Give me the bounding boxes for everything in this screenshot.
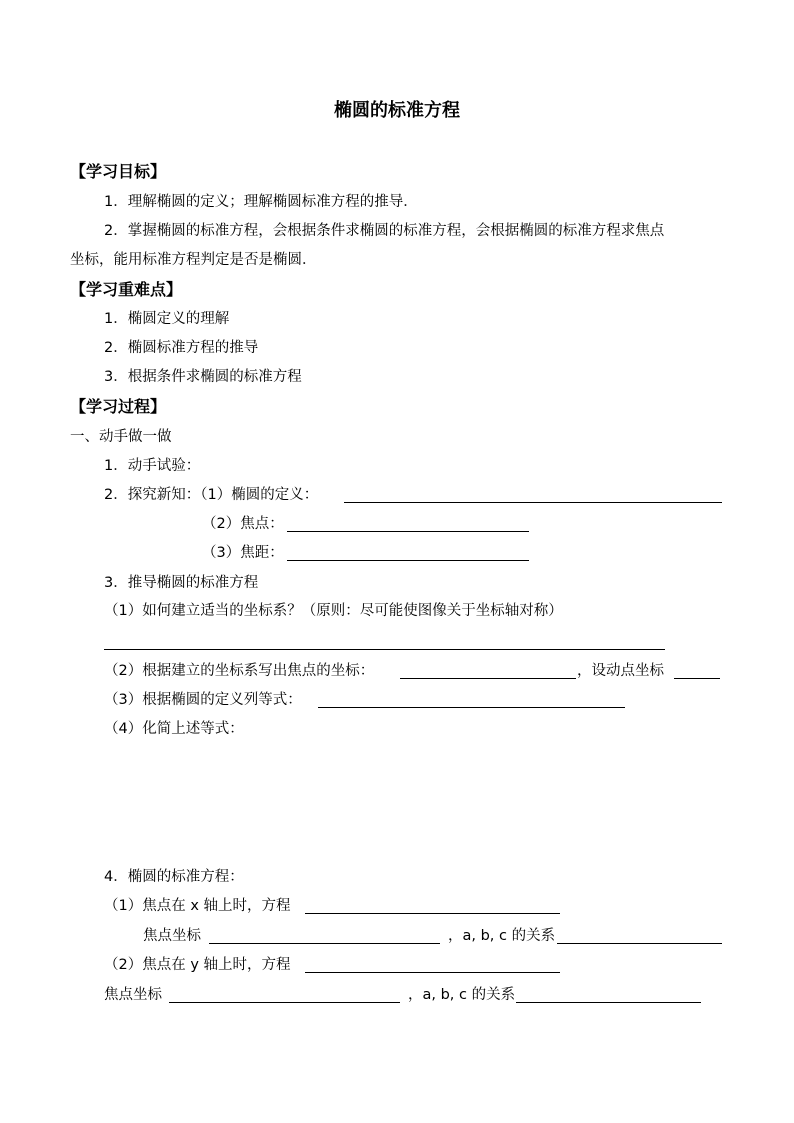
focus-blank-line[interactable]	[287, 531, 529, 532]
objective-item-2-line2: 坐标，能用标准方程判定是否是椭圆．	[70, 252, 317, 268]
step-4-y-axis-equation-label: （2）焦点在 y 轴上时，方程	[104, 957, 291, 973]
step-3-question-1: （1）如何建立适当的坐标系？（原则：尽可能使图像关于坐标轴对称）	[104, 603, 563, 619]
focus-coordinates-blank-line[interactable]	[400, 678, 576, 679]
focal-distance-blank-line[interactable]	[287, 560, 529, 561]
moving-point-blank-line[interactable]	[674, 678, 720, 679]
y-axis-relation-blank-line[interactable]	[516, 1002, 701, 1003]
x-axis-focus-blank-line[interactable]	[209, 943, 440, 944]
equation-blank-line[interactable]	[318, 707, 625, 708]
step-3-question-4: （4）化简上述等式：	[104, 721, 244, 737]
step-3-moving-point-label: ，设动点坐标	[577, 663, 664, 679]
x-axis-equation-blank-line[interactable]	[305, 913, 560, 914]
y-axis-focus-blank-line[interactable]	[169, 1002, 400, 1003]
objective-item-1: 1．理解椭圆的定义；理解椭圆标准方程的推导．	[104, 194, 418, 210]
step-3-heading: 3．推导椭圆的标准方程	[104, 575, 259, 591]
section-heading-key-points: 【学习重难点】	[70, 280, 183, 299]
section-heading-objectives: 【学习目标】	[70, 162, 167, 181]
key-point-item-3: 3．根据条件求椭圆的标准方程	[104, 369, 302, 385]
step-1-label: 1．动手试验：	[104, 458, 201, 474]
step-2-focus-label: （2）焦点：	[202, 516, 284, 532]
y-axis-equation-blank-line[interactable]	[305, 972, 560, 973]
page-title: 椭圆的标准方程	[334, 100, 460, 121]
step-4-x-axis-focus-label: 焦点坐标	[143, 928, 201, 944]
objective-item-2-line1: 2．掌握椭圆的标准方程，会根据条件求椭圆的标准方程，会根据椭圆的标准方程求焦点	[104, 223, 665, 239]
section-heading-process: 【学习过程】	[70, 397, 167, 416]
step-4-x-axis-relation-label: ，a, b, c 的关系	[448, 928, 556, 944]
step-2-focal-distance-label: （3）焦距：	[202, 545, 284, 561]
coordinate-system-blank-line[interactable]	[104, 649, 665, 650]
step-3-question-2: （2）根据建立的坐标系写出焦点的坐标：	[104, 663, 375, 679]
step-2-definition-label: 2．探究新知：（1）椭圆的定义：	[104, 487, 319, 503]
key-point-item-2: 2．椭圆标准方程的推导	[104, 340, 259, 356]
step-4-y-axis-relation-label: ，a, b, c 的关系	[408, 987, 516, 1003]
part-1-heading: 一、动手做一做	[70, 429, 172, 445]
definition-blank-line[interactable]	[344, 502, 722, 503]
step-4-heading: 4．椭圆的标准方程：	[104, 869, 244, 885]
step-4-x-axis-equation-label: （1）焦点在 x 轴上时，方程	[104, 898, 291, 914]
key-point-item-1: 1．椭圆定义的理解	[104, 311, 230, 327]
x-axis-relation-blank-line[interactable]	[557, 943, 722, 944]
step-3-question-3: （3）根据椭圆的定义列等式：	[104, 692, 302, 708]
step-4-y-axis-focus-label: 焦点坐标	[104, 987, 162, 1003]
